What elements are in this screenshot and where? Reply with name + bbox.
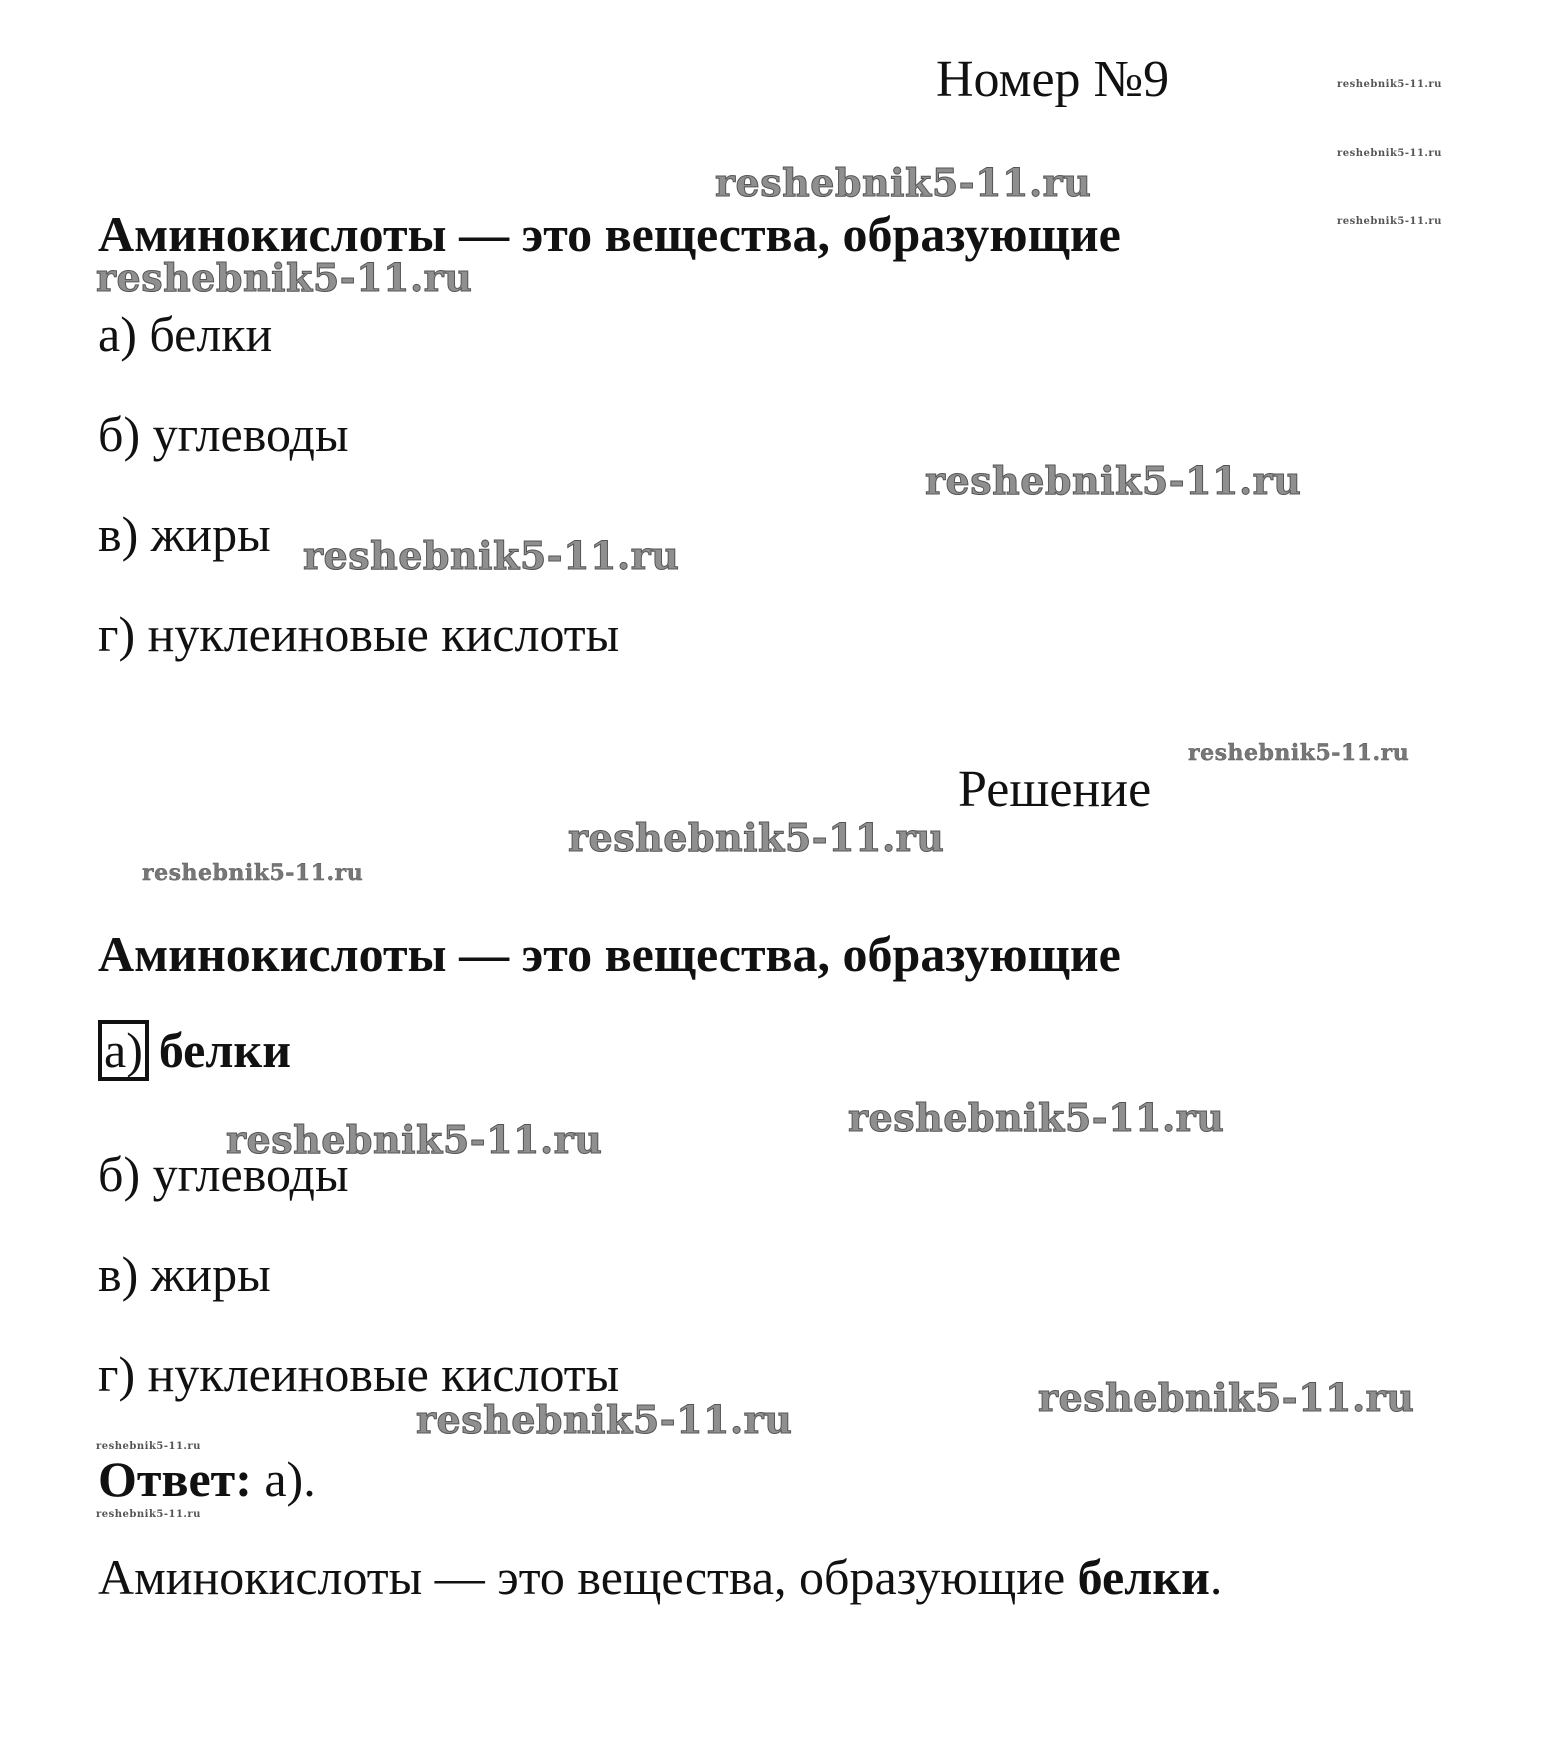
solution-option-d: г) нуклеиновые кислоты (98, 1346, 620, 1402)
solution-option-b: б) углеводы (98, 1146, 349, 1202)
watermark: reshebnik5-11.ru (1337, 216, 1442, 227)
explanation-line (98, 1548, 1222, 1606)
answer-line (98, 1450, 316, 1508)
watermark: reshebnik5-11.ru (568, 815, 945, 860)
question-option-a: а) белки (98, 306, 273, 362)
watermark: reshebnik5-11.ru (303, 533, 680, 578)
watermark: reshebnik5-11.ru (96, 255, 473, 300)
explanation-text: Аминокислоты — это вещества, образующие (98, 1549, 1078, 1605)
answer-value: а). (251, 1451, 316, 1507)
solution-option-c: в) жиры (98, 1246, 271, 1302)
answer-label: Ответ: (98, 1451, 252, 1507)
solution-title: Решение (958, 761, 1152, 818)
watermark: reshebnik5-11.ru (1337, 148, 1442, 159)
selected-letter-box: а) (98, 1020, 149, 1081)
question-option-d: г) нуклеиновые кислоты (98, 606, 620, 662)
explanation-bold: белки (1077, 1549, 1210, 1605)
watermark: reshebnik5-11.ru (416, 1397, 793, 1442)
watermark: reshebnik5-11.ru (1038, 1375, 1415, 1420)
question-option-c: в) жиры (98, 506, 271, 562)
question-option-b: б) углеводы (98, 406, 349, 462)
watermark: reshebnik5-11.ru (848, 1095, 1225, 1140)
watermark: reshebnik5-11.ru (925, 458, 1302, 503)
watermark: reshebnik5-11.ru (1188, 740, 1410, 766)
selected-option-text: белки (158, 1022, 292, 1078)
solution-selected-option (98, 1020, 291, 1081)
watermark: reshebnik5-11.ru (142, 860, 364, 886)
page-title: Номер №9 (936, 51, 1170, 108)
watermark: reshebnik5-11.ru (96, 1509, 201, 1520)
watermark: reshebnik5-11.ru (715, 160, 1092, 205)
watermark: reshebnik5-11.ru (1337, 79, 1442, 90)
solution-heading: Аминокислоты — это вещества, образующие (98, 926, 1121, 982)
watermark: reshebnik5-11.ru (96, 1441, 201, 1452)
watermark: reshebnik5-11.ru (226, 1117, 603, 1162)
question-heading: Аминокислоты — это вещества, образующие (98, 206, 1121, 262)
explanation-end: . (1209, 1549, 1223, 1605)
